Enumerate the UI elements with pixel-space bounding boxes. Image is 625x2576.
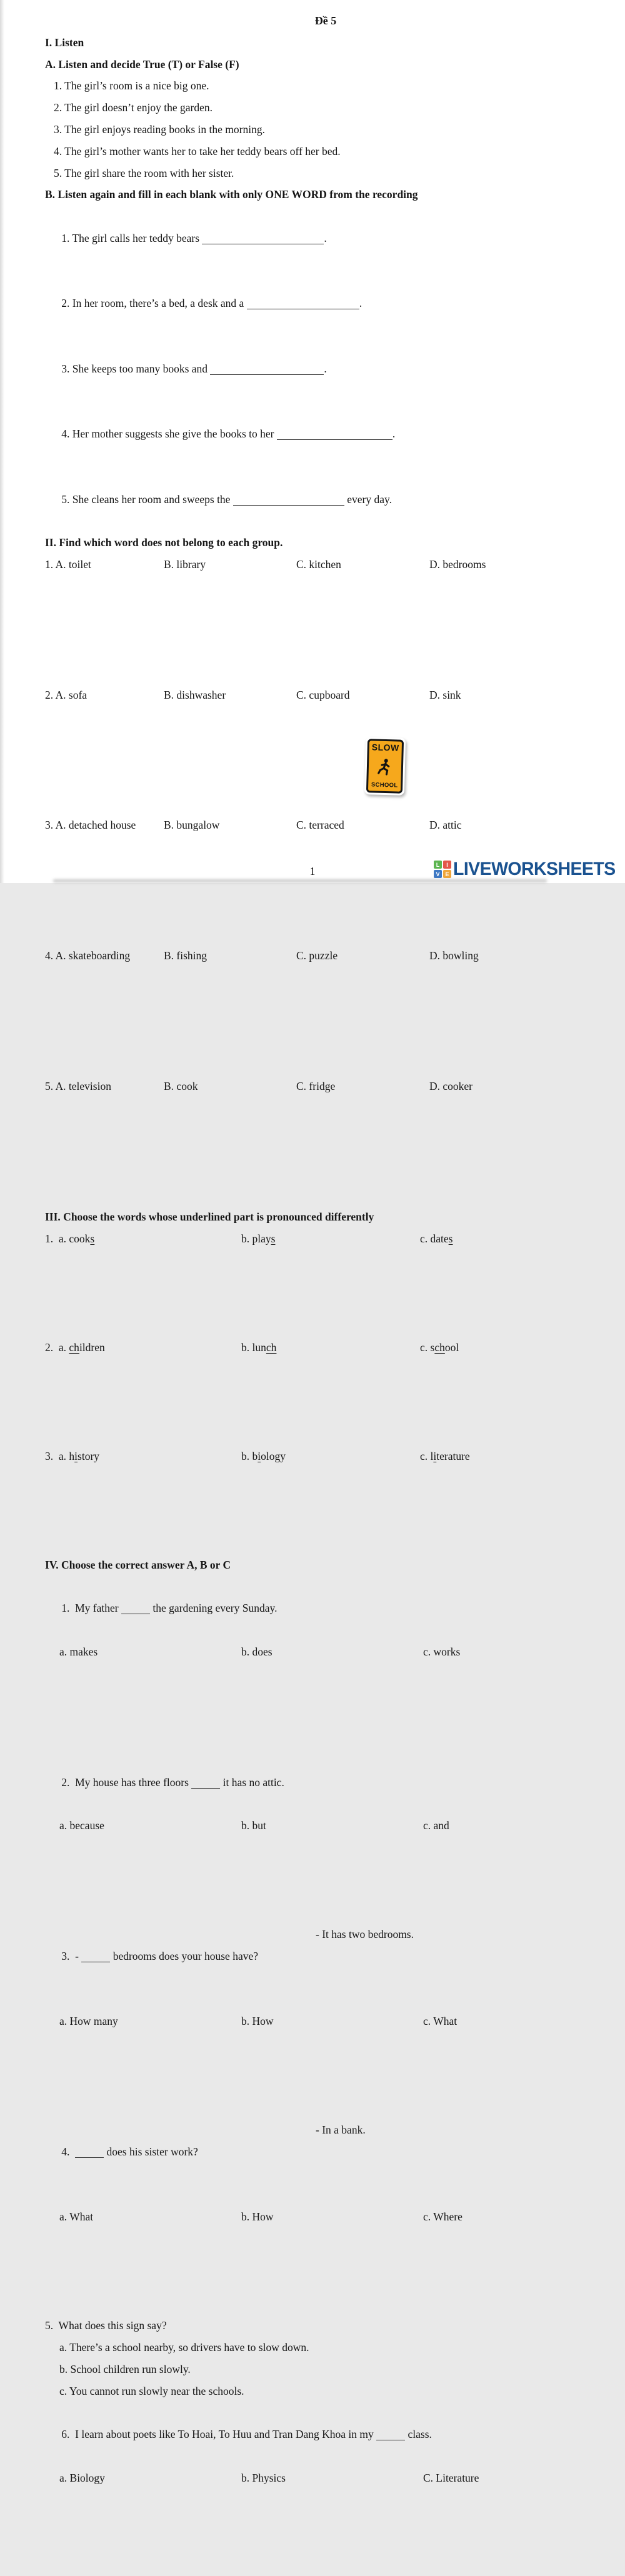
question-5-option-b: b. School children run slowly.: [59, 2363, 191, 2376]
question-4-stem: [45, 2119, 606, 2206]
pron-option-b: [241, 1445, 286, 1467]
tf-statement-5: 5. The girl share the room with her sister.: [54, 166, 234, 179]
answer-blank[interactable]: [277, 429, 392, 441]
logo-squares: [434, 861, 451, 878]
word-part: ool: [444, 1340, 459, 1354]
section-i-heading: I. Listen: [45, 36, 84, 49]
odd-one-out-row-2: [45, 684, 606, 815]
option-a: a. Biology: [59, 2472, 105, 2485]
word-option-a: 4. A. skateboarding: [45, 949, 131, 962]
logo-square-v: V: [434, 870, 442, 878]
sentence-text: 4. Her mother suggests she give the books to her: [61, 427, 277, 441]
stem-text: it has no attic.: [220, 1775, 284, 1789]
answer-blank[interactable]: [121, 1603, 150, 1615]
pronunciation-row-3: [45, 1445, 606, 1554]
question-3-stem: [45, 1924, 606, 2010]
sentence-text: 5. She cleans her room and sweeps the: [61, 492, 233, 506]
word-option-c: C. terraced: [296, 819, 344, 832]
logo-square-i: I: [443, 861, 451, 869]
fill-blank-sentence-4: [45, 401, 606, 466]
word-option-b: B. library: [164, 557, 206, 571]
tf-statement-4: 4. The girl’s mother wants her to take her teddy bears off her bed.: [54, 144, 341, 157]
word-part: ology: [261, 1449, 286, 1462]
pron-option-a: [45, 1337, 105, 1359]
pron-option-c: [420, 1337, 459, 1359]
question-6-options: [45, 2467, 606, 2576]
fill-blank-sentence-2: [45, 271, 606, 336]
answer-blank[interactable]: [210, 362, 327, 375]
pron-option-b: [241, 1228, 275, 1250]
question-5-option-a: a. There’s a school nearby, so drivers have to slow down.: [59, 2341, 309, 2354]
word-option-d: D. bowling: [429, 949, 479, 962]
scan-edge-artifact: [0, 0, 4, 883]
slow-school-sign: [364, 737, 406, 796]
option-c: C. Literature: [423, 2472, 479, 2485]
stem-text: does his sister work?: [104, 2145, 198, 2159]
odd-one-out-row-1: [45, 554, 606, 684]
option-b: b. How: [241, 2210, 274, 2224]
word-option-c: C. cupboard: [296, 688, 350, 701]
pron-option-a: [45, 1228, 94, 1250]
option-b: b. How: [241, 2015, 274, 2028]
underlined-part: s: [271, 1232, 276, 1245]
word-option-d: D. cooker: [429, 1080, 473, 1093]
option-b: b. does: [241, 1645, 272, 1658]
liveworksheets-logo: [434, 860, 624, 879]
pron-option-a: [45, 1445, 99, 1467]
answer-blank[interactable]: [247, 298, 359, 310]
underlined-part: i: [258, 1449, 261, 1462]
sign-slow-text: SLOW: [371, 742, 399, 753]
logo-square-l: L: [434, 861, 442, 869]
scan-smudge-artifact: [53, 879, 547, 882]
page-title: Đề 5: [314, 14, 337, 27]
option-c: c. What: [423, 2015, 458, 2028]
option-c: c. and: [423, 1819, 449, 1832]
logo-wordmark: LIVEWORKSHEETS: [453, 859, 616, 879]
sign-face: [366, 739, 404, 793]
sign-school-text: SCHOOL: [371, 781, 398, 789]
sentence-text: every day.: [344, 492, 392, 506]
pron-option-c: [420, 1228, 452, 1250]
word-part: terature: [436, 1449, 470, 1462]
question-1-options: [45, 1641, 606, 1750]
stem-text: 6. I learn about poets like To Hoai, To Huu and Tran Dang Khoa in my: [61, 2428, 377, 2441]
fill-blank-sentence-5: [45, 467, 606, 532]
word-part: 2. a.: [45, 1340, 69, 1354]
stem-text: the gardening every Sunday.: [150, 1602, 278, 1615]
stem-text: class.: [405, 2428, 432, 2441]
word-option-d: D. attic: [429, 819, 462, 832]
word-option-a: 3. A. detached house: [45, 819, 136, 832]
section-b-heading: B. Listen again and fill in each blank with only ONE WORD from the recording: [45, 188, 418, 201]
pronunciation-row-1: [45, 1228, 606, 1337]
tf-statement-3: 3. The girl enjoys reading books in the morning.: [54, 122, 265, 136]
option-b: b. but: [241, 1819, 266, 1832]
underlined-part: ch: [434, 1340, 445, 1354]
word-part: 1. a. cook: [45, 1232, 91, 1245]
section-iii-heading: III. Choose the words whose underlined part is pronounced differently: [45, 1210, 374, 1223]
underlined-part: i: [433, 1449, 437, 1462]
sentence-text: .: [359, 297, 362, 310]
word-part: 3. a. h: [45, 1449, 75, 1462]
word-part: c. date: [420, 1232, 449, 1245]
word-part: ildren: [79, 1340, 105, 1354]
stem-text: 4.: [61, 2145, 76, 2159]
sentence-text: .: [324, 231, 327, 244]
answer-blank[interactable]: [81, 1950, 110, 1962]
word-part: c. l: [420, 1449, 434, 1462]
word-option-d: D. bedrooms: [429, 557, 486, 571]
option-c: c. works: [423, 1645, 461, 1658]
question-2-options: [45, 1815, 606, 1924]
word-option-c: C. fridge: [296, 1080, 336, 1093]
word-option-b: B. bungalow: [164, 819, 220, 832]
word-part: b. play: [241, 1232, 271, 1245]
underlined-part: i: [74, 1449, 78, 1462]
sentence-text: 2. In her room, there’s a bed, a desk and a: [61, 297, 247, 310]
option-b: b. Physics: [241, 2472, 286, 2485]
tf-statement-1: 1. The girl’s room is a nice big one.: [54, 79, 209, 92]
question-1-stem: [45, 1575, 606, 1640]
word-option-b: B. cook: [164, 1080, 198, 1093]
option-a: a. How many: [59, 2015, 118, 2028]
word-option-a: 2. A. sofa: [45, 688, 88, 701]
answer-blank[interactable]: [202, 231, 327, 244]
stem-text: 2. My house has three floors: [61, 1775, 192, 1789]
fill-blank-sentence-3: [45, 336, 606, 401]
word-option-d: D. sink: [429, 688, 461, 701]
answer-blank[interactable]: [191, 1777, 220, 1789]
word-part: story: [78, 1449, 100, 1462]
word-part: c. s: [420, 1340, 435, 1354]
answer-blank[interactable]: [233, 494, 344, 506]
word-part: b. b: [241, 1449, 258, 1462]
underlined-part: s: [448, 1232, 453, 1245]
sentence-text: .: [392, 427, 396, 441]
word-part: b. lun: [241, 1340, 266, 1354]
pronunciation-row-2: [45, 1337, 606, 1445]
question-2-stem: [45, 1750, 606, 1815]
question-5-option-c: c. You cannot run slowly near the schools.: [59, 2384, 244, 2397]
question-6-stem: [45, 2402, 606, 2467]
answer-cue: - In a bank.: [316, 2124, 366, 2137]
option-a: a. What: [59, 2210, 94, 2224]
answer-blank[interactable]: [376, 2429, 405, 2441]
sentence-text: 1. The girl calls her teddy bears: [61, 231, 202, 244]
section-a-heading: A. Listen and decide True (T) or False (F): [45, 57, 239, 71]
option-c: c. Where: [423, 2210, 462, 2224]
answer-cue: - It has two bedrooms.: [316, 1928, 414, 1941]
odd-one-out-row-4: [45, 945, 606, 1076]
question-5-stem: 5. What does this sign say?: [45, 2319, 167, 2332]
word-option-a: 1. A. toilet: [45, 557, 91, 571]
section-iv-heading: IV. Choose the correct answer A, B or C: [45, 1558, 231, 1571]
word-option-a: 5. A. television: [45, 1080, 111, 1093]
question-3-options: [45, 2010, 606, 2119]
answer-blank[interactable]: [75, 2147, 104, 2159]
stem-text: 1. My father: [61, 1602, 121, 1615]
odd-one-out-row-5: [45, 1076, 606, 1206]
page-number: 1: [309, 865, 316, 877]
fill-blank-sentence-1: [45, 206, 606, 271]
word-option-c: C. puzzle: [296, 949, 338, 962]
sentence-text: 3. She keeps too many books and: [61, 362, 211, 375]
stem-text: 3. -: [61, 1949, 82, 1962]
word-option-b: B. fishing: [164, 949, 208, 962]
section-ii-heading: II. Find which word does not belong to each group.: [45, 536, 283, 549]
sentence-text: .: [324, 362, 327, 375]
pron-option-b: [241, 1337, 276, 1359]
underlined-part: s: [90, 1232, 95, 1245]
stem-text: bedrooms does your house have?: [110, 1949, 259, 1962]
pron-option-c: [420, 1445, 470, 1467]
tf-statement-2: 2. The girl doesn’t enjoy the garden.: [54, 101, 213, 114]
running-person-icon: [377, 757, 394, 777]
underlined-part: ch: [266, 1340, 277, 1354]
question-4-options: [45, 2206, 606, 2315]
logo-square-e: E: [443, 870, 451, 878]
underlined-part: ch: [69, 1340, 79, 1354]
word-option-c: C. kitchen: [296, 557, 341, 571]
word-option-b: B. dishwasher: [164, 688, 226, 701]
option-a: a. because: [59, 1819, 104, 1832]
option-a: a. makes: [59, 1645, 98, 1658]
